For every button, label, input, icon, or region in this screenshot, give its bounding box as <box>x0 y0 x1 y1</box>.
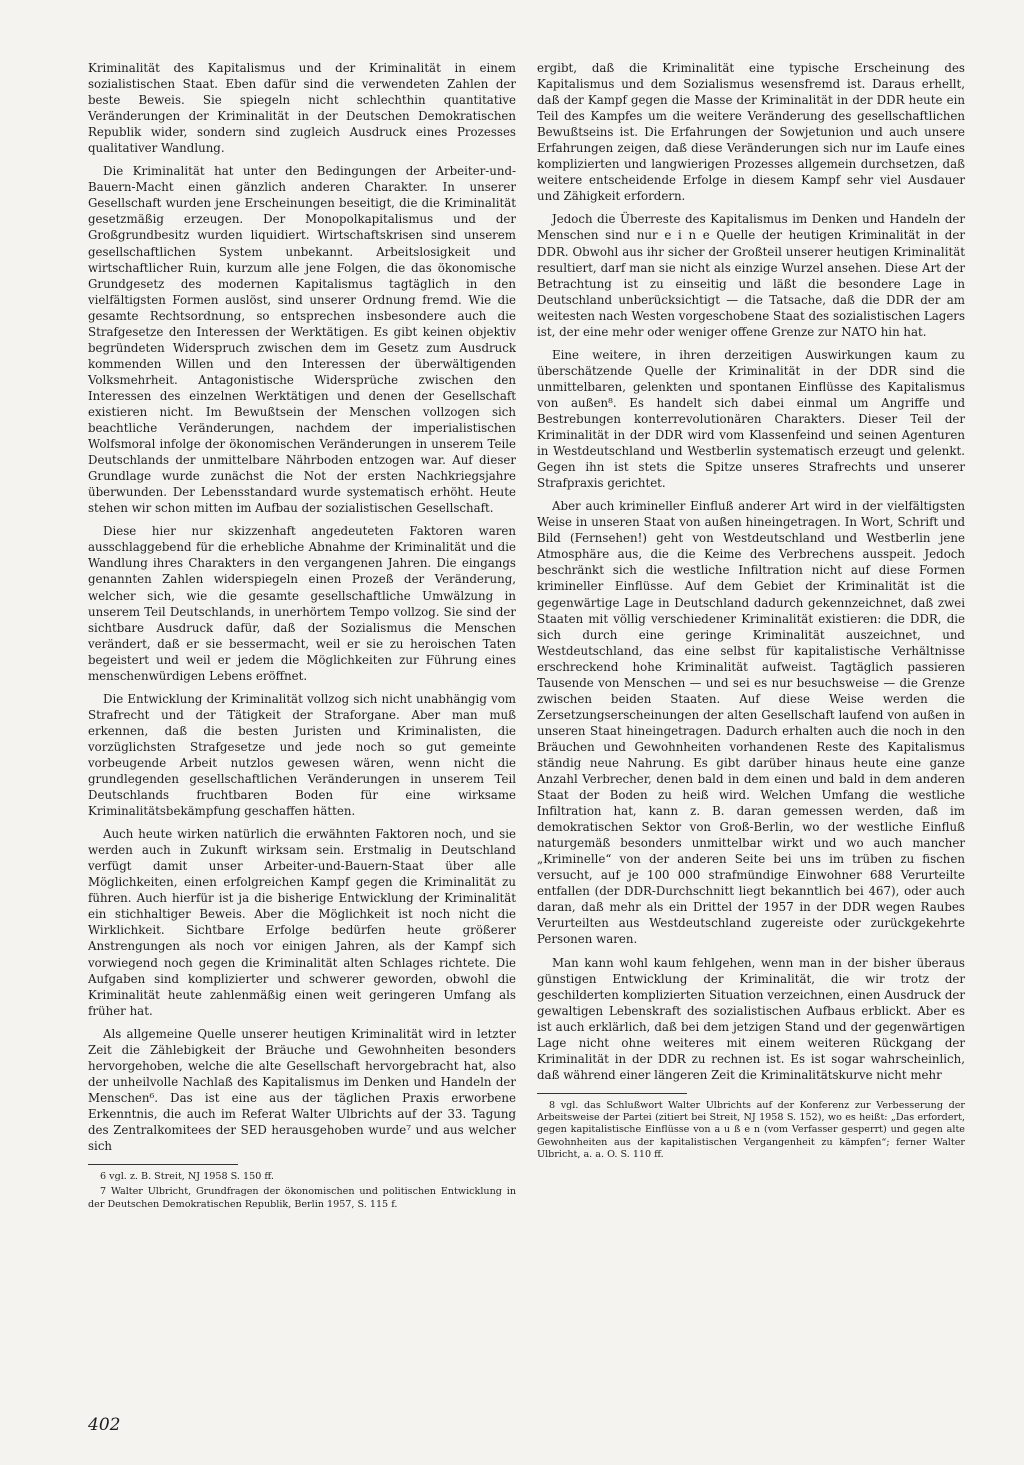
paragraph: Man kann wohl kaum fehlgehen, wenn man in der bisher überaus günstigen Entwicklung der Kriminalität, die wir trotz der geschilderten komplizierten Situation verzeichnen, einen Ausdruck der gewaltigen Lebenskraft des sozialistischen Aufbaus erblickt. Aber es ist auch erklärlich, daß bei dem jetzigen Stand und der gegenwärtigen Lage nicht ohne weiteres mit einem weiteren Rückgang der Kriminalität in der DDR zu rechnen ist. Es ist sogar wahrscheinlich, daß während einer längeren Zeit die Kriminalitätskurve nicht mehr <box>537 955 965 1082</box>
footnotes <box>88 1171 516 1211</box>
footnote-divider <box>88 1164 238 1165</box>
paragraph: Jedoch die Überreste des Kapitalismus im Denken und Handeln der Menschen sind nur e i n e Quelle der heutigen Kriminalität in der DDR. Obwohl aus ihr sicher der Großteil unserer heutigen Kriminalität resultiert, darf man sie nicht als einzige Wurzel ansehen. Diese Art der Betrachtung ist zu einseitig und läßt die besondere Lage in Deutschland unberücksichtigt — die Tatsache, daß die DDR der am weitesten nach Westen vorgeschobene Staat des sozialistischen Lagers ist, der eine mehr oder weniger offene Grenze zur NATO hin hat. <box>537 212 965 339</box>
left-column <box>88 60 516 1214</box>
footnote: 6 vgl. z. B. Streit, NJ 1958 S. 150 ff. <box>100 1171 274 1183</box>
paragraph: Als allgemeine Quelle unserer heutigen Kriminalität wird in letzter Zeit die Zählebigkeit der Bräuche und Gewohnheiten besonders hervorgehoben, welche die alte Gesellschaft hervorgebracht hat, also der unheilvolle Nachlaß des Kapitalismus im Denken und Handeln der Menschen⁶. Das ist eine aus der täglichen Praxis erworbene Erkenntnis, die auch im Referat Walter Ulbrichts auf der 33. Tagung des Zentralkomitees der SED herausgehoben wurde⁷ und aus welcher sich <box>88 1026 516 1154</box>
paragraph: Auch heute wirken natürlich die erwähnten Faktoren noch, und sie werden auch in Zukunft wirksam sein. Erstmalig in Deutschland verfügt damit unser Arbeiter-und-Bauern-Staat über alle Möglichkeiten, einen erfolgreichen Kampf gegen die Kriminalität zu führen. Auch hierfür ist ja die bisherige Entwicklung der Kriminalität ein stichhaltiger Beweis. Aber die Möglichkeit ist noch nicht die Wirklichkeit. Sichtbare Erfolge bedürfen heute größerer Anstrengungen als noch vor einigen Jahren, als der Kampf sich vorwiegend noch gegen die Kriminalität alten Schlages richtete. Die Aufgaben sind komplizierter und schwerer geworden, obwohl die Kriminalität heute zahlenmäßig einen weit geringeren Umfang als früher hat. <box>88 827 516 1018</box>
paragraph: Diese hier nur skizzenhaft angedeuteten Faktoren waren ausschlaggebend für die erhebliche Abnahme der Kriminalität und die Wandlung ihres Charakters in den vergangenen Jahren. Die eingangs genannten Zahlen widerspiegeln einen Prozeß der Veränderung, welcher sich, wie die gesamte gesellschaftliche Umwälzung in unserem Teil Deutschlands, in unerhörtem Tempo vollzog. Sie sind der sichtbare Ausdruck dafür, daß der Sozialismus die Menschen verändert, daß er sie bessermacht, weil er sie zu heroischen Taten begeistert und weil er jedem die Möglichkeiten zur Führung eines menschenwürdigen Lebens eröffnet. <box>88 524 516 683</box>
footnote: 7 Walter Ulbricht, Grundfragen der ökonomischen und politischen Entwicklung in der Deutschen Demokratischen Republik, Berlin 1957, S. 115 f. <box>88 1186 516 1210</box>
footnotes <box>537 1100 965 1161</box>
paragraph: ergibt, daß die Kriminalität eine typische Erscheinung des Kapitalismus und dem Sozialismus wesensfremd ist. Daraus erhellt, daß der Kampf gegen die Masse der Kriminalität in der DDR heute ein Teil des Kampfes um die weitere Veränderung des gesellschaftlichen Bewußtseins ist. Die Erfahrungen der Sowjetunion und auch unsere Erfahrungen zeigen, daß diese Veränderungen sich nur im Laufe eines komplizierten und langwierigen Prozesses allgemein durchsetzen, daß weitere entscheidende Erfolge in diesem Kampf sehr viel Ausdauer und Zähigkeit erfordern. <box>537 61 965 204</box>
right-column <box>537 60 965 1164</box>
paragraph: Aber auch krimineller Einfluß anderer Art wird in der vielfältigsten Weise in unseren Staat von außen hineingetragen. In Wort, Schrift und Bild (Fernsehen!) geht von Westdeutschland und Westberlin jene Atmosphäre aus, die die Keime des Verbrechens ausspeit. Jedoch beschränkt sich die westliche Infiltration nicht auf diese Formen krimineller Einflüsse. Auf dem Gebiet der Kriminalität ist die gegenwärtige Lage in Deutschland dadurch gekennzeichnet, daß zwei Staaten mit völlig verschiedener Kriminalität existieren: die DDR, die sich durch eine geringe Kriminalität auszeichnet, und Westdeutschland, das eine selbst für kapitalistische Verhältnisse erschreckend hohe Kriminalität aufweist. Tagtäglich passieren Tausende von Menschen — und sei es nur besuchsweise — die Grenze zwischen beiden Staaten. Auf diese Weise werden die Zersetzungserscheinungen der alten Gesellschaft laufend von außen in unseren Staat hineingetragen. Dadurch erhalten auch die noch in den Bräuchen und Gewohnheiten vorhandenen Reste des Kapitalismus ständig neue Nahrung. Es gibt darüber hinaus heute eine ganze Anzahl Verbrecher, denen bald in dem einen und bald in dem anderen Staat der Boden zu heiß wird. Welchen Umfang die westliche Infiltration hat, kann z. B. daran gemessen werden, daß im demokratischen Sektor von Groß-Berlin, wo der westliche Einfluß naturgemäß besonders unmittelbar wirkt und wo auch mancher „Kriminelle“ von der anderen Seite bei uns im trüben zu fischen versucht, auf je 100 000 strafmündige Einwohner 688 Verurteilte entfallen (der DDR-Durchschnitt liegt bekanntlich bei 467), oder auch daran, daß mehr als ein Drittel der 1957 in der DDR wegen Raubes Verurteilten aus Westdeutschland zugereiste oder zurückgekehrte Personen waren. <box>537 499 965 947</box>
paragraph: Die Kriminalität hat unter den Bedingungen der Arbeiter-und-Bauern-Macht einen gänzlich anderen Charakter. In unserer Gesellschaft wurden jene Erscheinungen beseitigt, die die Kriminalität gesetzmäßig erzeugen. Der Monopolkapitalismus und der Großgrundbesitz wurden liquidiert. Wirtschaftskrisen sind unserem gesellschaftlichen System unbekannt. Arbeitslosigkeit und wirtschaftlicher Ruin, kurzum alle jene Folgen, die das ökonomische Grundgesetz des modernen Kapitalismus tagtäglich in den vielfältigsten Formen auslöst, sind unserer Ordnung fremd. Wie die gesamte Rechtsordnung, so entsprechen insbesondere auch die Strafgesetze den Interessen der Werktätigen. Es gibt keinen objektiv begründeten Widerspruch zwischen dem im Gesetz zum Ausdruck kommenden Willen und den Interessen der überwältigenden Volksmehrheit. Antagonistische Widersprüche zwischen den Interessen des einzelnen Werktätigen und denen der Gesellschaft existieren nicht. Im Bewußtsein der Menschen vollzogen sich beachtliche Veränderungen, nachdem der imperialistischen Wolfsmoral infolge der ökonomischen Veränderungen in unserem Teile Deutschlands der unmittelbare Nährboden entzogen war. Auf dieser Grundlage wurde zunächst die Not der ersten Nachkriegsjahre überwunden. Der Lebensstandard wurde systematisch erhöht. Heute stehen wir schon mitten im Aufbau der sozialistischen Gesellschaft. <box>88 164 516 516</box>
footnote-divider <box>537 1093 687 1094</box>
paragraph: Kriminalität des Kapitalismus und der Kriminalität in einem sozialistischen Staat. Eben dafür sind die verwendeten Zahlen der beste Beweis. Sie spiegeln nicht schlechthin quantitative Veränderungen der Kriminalität in der Deutschen Demokratischen Republik wider, sondern sind zugleich Ausdruck eines Prozesses qualitativer Wandlung. <box>88 61 516 156</box>
paragraph: Die Entwicklung der Kriminalität vollzog sich nicht unabhängig vom Strafrecht und der Tätigkeit der Straforgane. Aber man muß erkennen, daß die besten Juristen und Kriminalisten, die vorzüglichsten Strafgesetze und jede noch so gut gemeinte vorbeugende Arbeit nutzlos gewesen wären, wenn nicht die grundlegenden gesellschaftlichen Veränderungen in unserem Teil Deutschlands fruchtbaren Boden für eine wirksame Kriminalitätsbekämpfung geschaffen hätten. <box>88 691 516 819</box>
page-number: 402 <box>88 1415 121 1435</box>
paragraph: Eine weitere, in ihren derzeitigen Auswirkungen kaum zu überschätzende Quelle der Kriminalität in der DDR sind die unmittelbaren, gelenkten und spontanen Einflüsse des Kapitalismus von außen⁸. Es handelt sich dabei einmal um Angriffe und Bestrebungen konterrevolutionären Charakters. Dieser Teil der Kriminalität in der DDR wird vom Klassenfeind und seinen Agenturen in Westdeutschland und Westberlin systematisch erzeugt und gelenkt. Gegen ihn ist stets die Spitze unseres Strafrechts und unserer Strafpraxis gerichtet. <box>537 347 965 491</box>
footnote: 8 vgl. das Schlußwort Walter Ulbrichts auf der Konferenz zur Verbesserung der Arbeitsweise der Partei (zitiert bei Streit, NJ 1958 S. 152), wo es heißt: „Das erfordert, gegen kapitalistische Einflüsse von a u ß e n (vom Verfasser gesperrt) und gegen alte Gewohnheiten aus der kapitalistischen Vergangenheit zu kämpfen“; ferner Walter Ulbricht, a. a. O. S. 110 ff. <box>537 1099 965 1160</box>
